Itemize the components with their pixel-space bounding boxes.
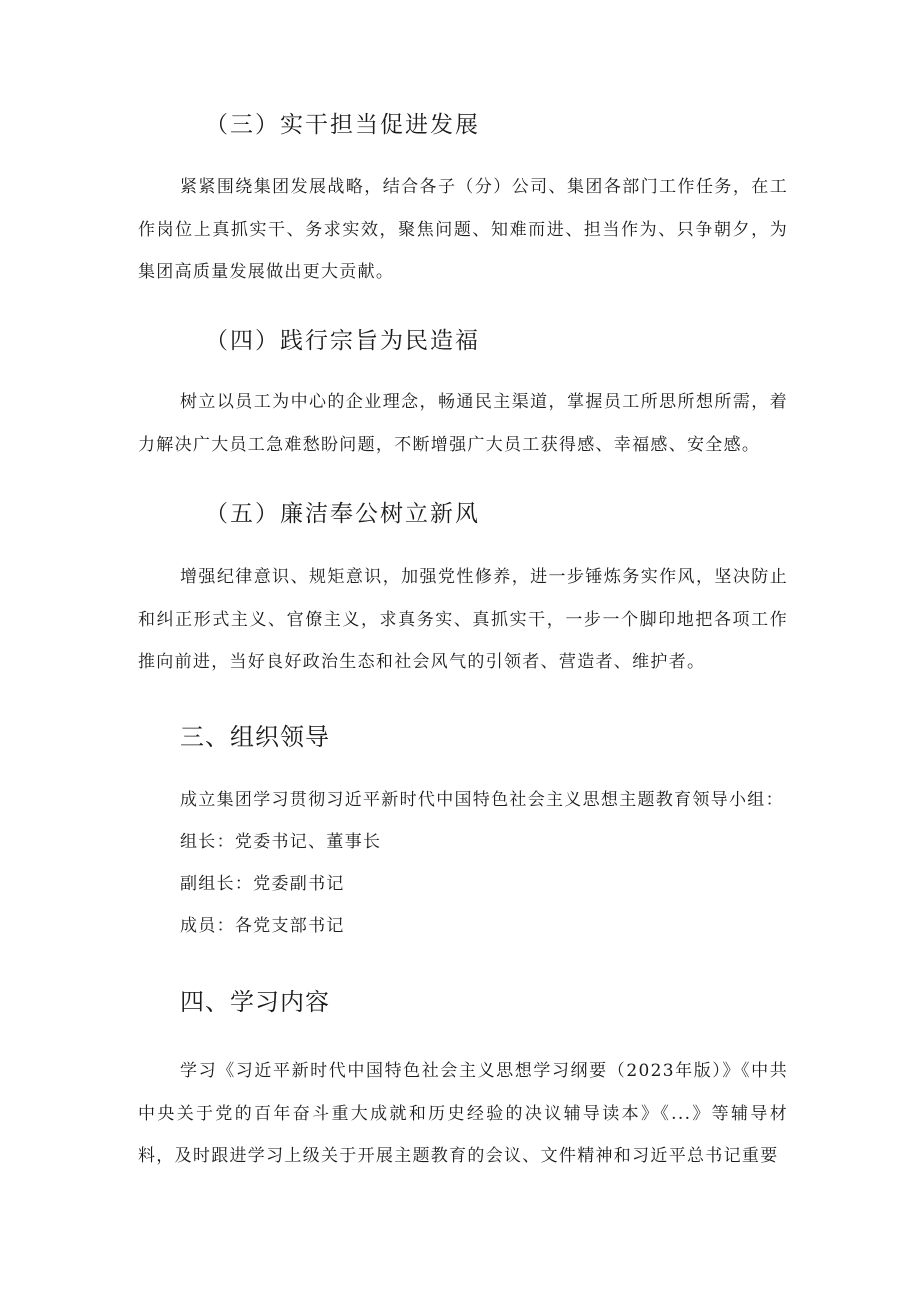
paragraph: 增强纪律意识、规矩意识，加强党性修养，进一步锤炼务实作风，坚决防止和纠正形式主义、官僚主义，求真务实、真抓实干，一步一个脚印地把各项工作推向前进，当好良好政治生态和社会风气的引领者、营造者、维护者。	[138, 567, 788, 672]
org-leader: 组长：党委书记、董事长	[180, 832, 382, 852]
chapter-heading: 四、学习内容	[180, 988, 330, 1016]
org-members: 成员：各党支部书记	[180, 916, 345, 936]
section-heading: （五）廉洁奉公树立新风	[205, 501, 480, 527]
paragraph: 学习《习近平新时代中国特色社会主义思想学习纲要（2023年版）》《中共中央关于党的百年奋斗重大成就和历史经验的决议辅导读本》《...》等辅导材料，及时跟进学习上级关于开展主题教育的会议、文件精神和习近平总书记重要	[138, 1061, 788, 1166]
chapter-heading: 三、组织领导	[180, 723, 330, 751]
org-intro: 成立集团学习贯彻习近平新时代中国特色社会主义思想主题教育领导小组：	[180, 790, 784, 810]
paragraph: 树立以员工为中心的企业理念，畅通民主渠道，掌握员工所思所想所需，着力解决广大员工急难愁盼问题，不断增强广大员工获得感、幸福感、安全感。	[138, 392, 788, 455]
section-heading: （四）践行宗旨为民造福	[205, 328, 480, 354]
section-heading: （三）实干担当促进发展	[205, 112, 480, 138]
org-deputy: 副组长：党委副书记	[180, 874, 345, 894]
paragraph: 紧紧围绕集团发展战略，结合各子（分）公司、集团各部门工作任务，在工作岗位上真抓实干、务求实效，聚焦问题、知难而进、担当作为、只争朝夕，为集团高质量发展做出更大贡献。	[138, 177, 788, 282]
